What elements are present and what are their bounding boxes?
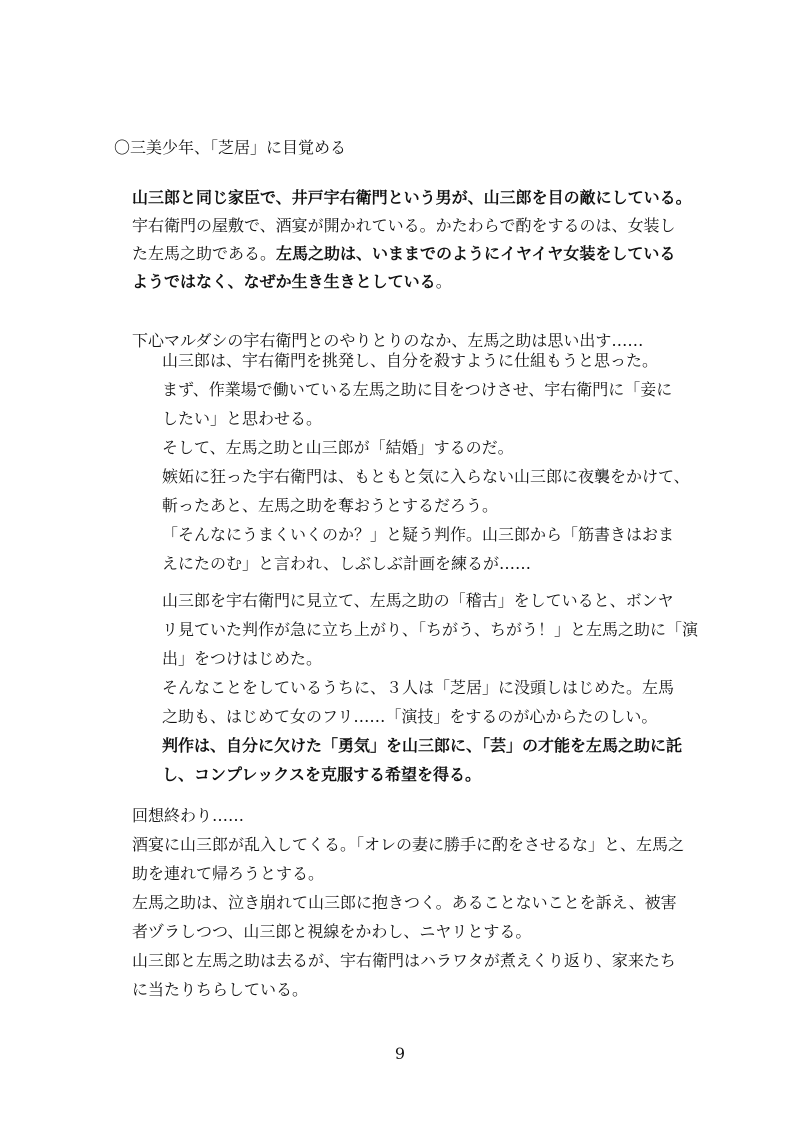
text-line: 山三郎を宇右衛門に見立て、左馬之助の「稽古」をしていると、ボンヤ xyxy=(162,591,674,610)
text-span: 。 xyxy=(435,272,452,291)
text-line: そんなことをしているうちに、３人は「芝居」に没頭しはじめた。左馬 xyxy=(162,678,675,697)
text-line: 者ヅラしつつ、山三郎と視線をかわし、ニヤリとする。 xyxy=(132,922,532,941)
text-line: に当たりちらしている。 xyxy=(132,980,309,999)
text-line xyxy=(132,268,702,296)
text-line: 嫉妬に狂った宇右衛門は、もともと気に入らない山三郎に夜襲をかけて、 xyxy=(162,467,690,486)
text-line: 左馬之助は、泣き崩れて山三郎に抱きつく。あることないことを訴え、被害 xyxy=(132,893,677,912)
bold-text-span: 左馬之助は、いままでのようにイヤイヤ女装をしている xyxy=(276,244,676,263)
text-line: 山三郎は、宇右衛門を挑発し、自分を殺すように仕組もうと思った。 xyxy=(162,351,659,370)
text-line: 「そんなにうまくいくのか？」と疑う判作。山三郎から「筋書きはおま xyxy=(162,525,675,544)
text-line: したい」と思わせる。 xyxy=(162,409,323,428)
text-span: た左馬之助である。 xyxy=(132,244,277,263)
text-line xyxy=(132,240,702,268)
text-line: 斬ったあと、左馬之助を奪おうとするだろう。 xyxy=(162,496,499,515)
text-line: 之助も、はじめて女のフリ……「演技」をするのが心からたのしい。 xyxy=(162,707,658,726)
flashback-block-2 xyxy=(162,586,732,789)
text-line: えにたのむ」と言われ、しぶしぶ計画を練るが…… xyxy=(162,554,531,573)
text-line: 酒宴に山三郎が乱入してくる。「オレの妻に勝手に酌をさせるな」と、左馬之 xyxy=(132,835,685,854)
text-line: 宇右衛門の屋敷で、酒宴が開かれている。かたわらで酌をするのは、女装し xyxy=(132,216,676,235)
text-line: 判作は、自分に欠けた「勇気」を山三郎に、「芸」の才能を左馬之助に託 xyxy=(162,736,683,755)
text-line: し、コンプレックスを克服する希望を得る。 xyxy=(162,765,482,784)
text-line: そして、左馬之助と山三郎が「結婚」するのだ。 xyxy=(162,438,514,457)
text-line: 回想終わり…… xyxy=(132,806,245,825)
synopsis-paragraph-1 xyxy=(132,184,702,296)
bold-text-span: ようではなく、なぜか生き生きとしている xyxy=(132,272,436,291)
text-line: リ見ていた判作が急に立ち上がり、「ちがう、ちがう！」と左馬之助に「演 xyxy=(162,620,699,639)
text-line: 山三郎と左馬之助は去るが、宇右衛門はハラワタが煮えくり返り、家来たち xyxy=(132,951,676,970)
text-line: まず、作業場で働いている左馬之助に目をつけさせ、宇右衛門に「妾に xyxy=(162,380,673,399)
section-heading: 〇三美少年、「芝居」に目覚める xyxy=(114,138,347,157)
page-number: 9 xyxy=(394,1044,406,1063)
text-line: 出」をつけはじめた。 xyxy=(162,649,323,668)
text-line: 山三郎と同じ家臣で、井戸宇右衛門という男が、山三郎を目の敵にしている。 xyxy=(132,188,692,207)
text-line: 下心マルダシの宇右衛門とのやりとりのなか、左馬之助は思い出す…… xyxy=(132,331,644,350)
text-line: 助を連れて帰ろうとする。 xyxy=(132,864,325,883)
synopsis-paragraph-3 xyxy=(132,801,702,1004)
flashback-block-1 xyxy=(162,346,732,578)
